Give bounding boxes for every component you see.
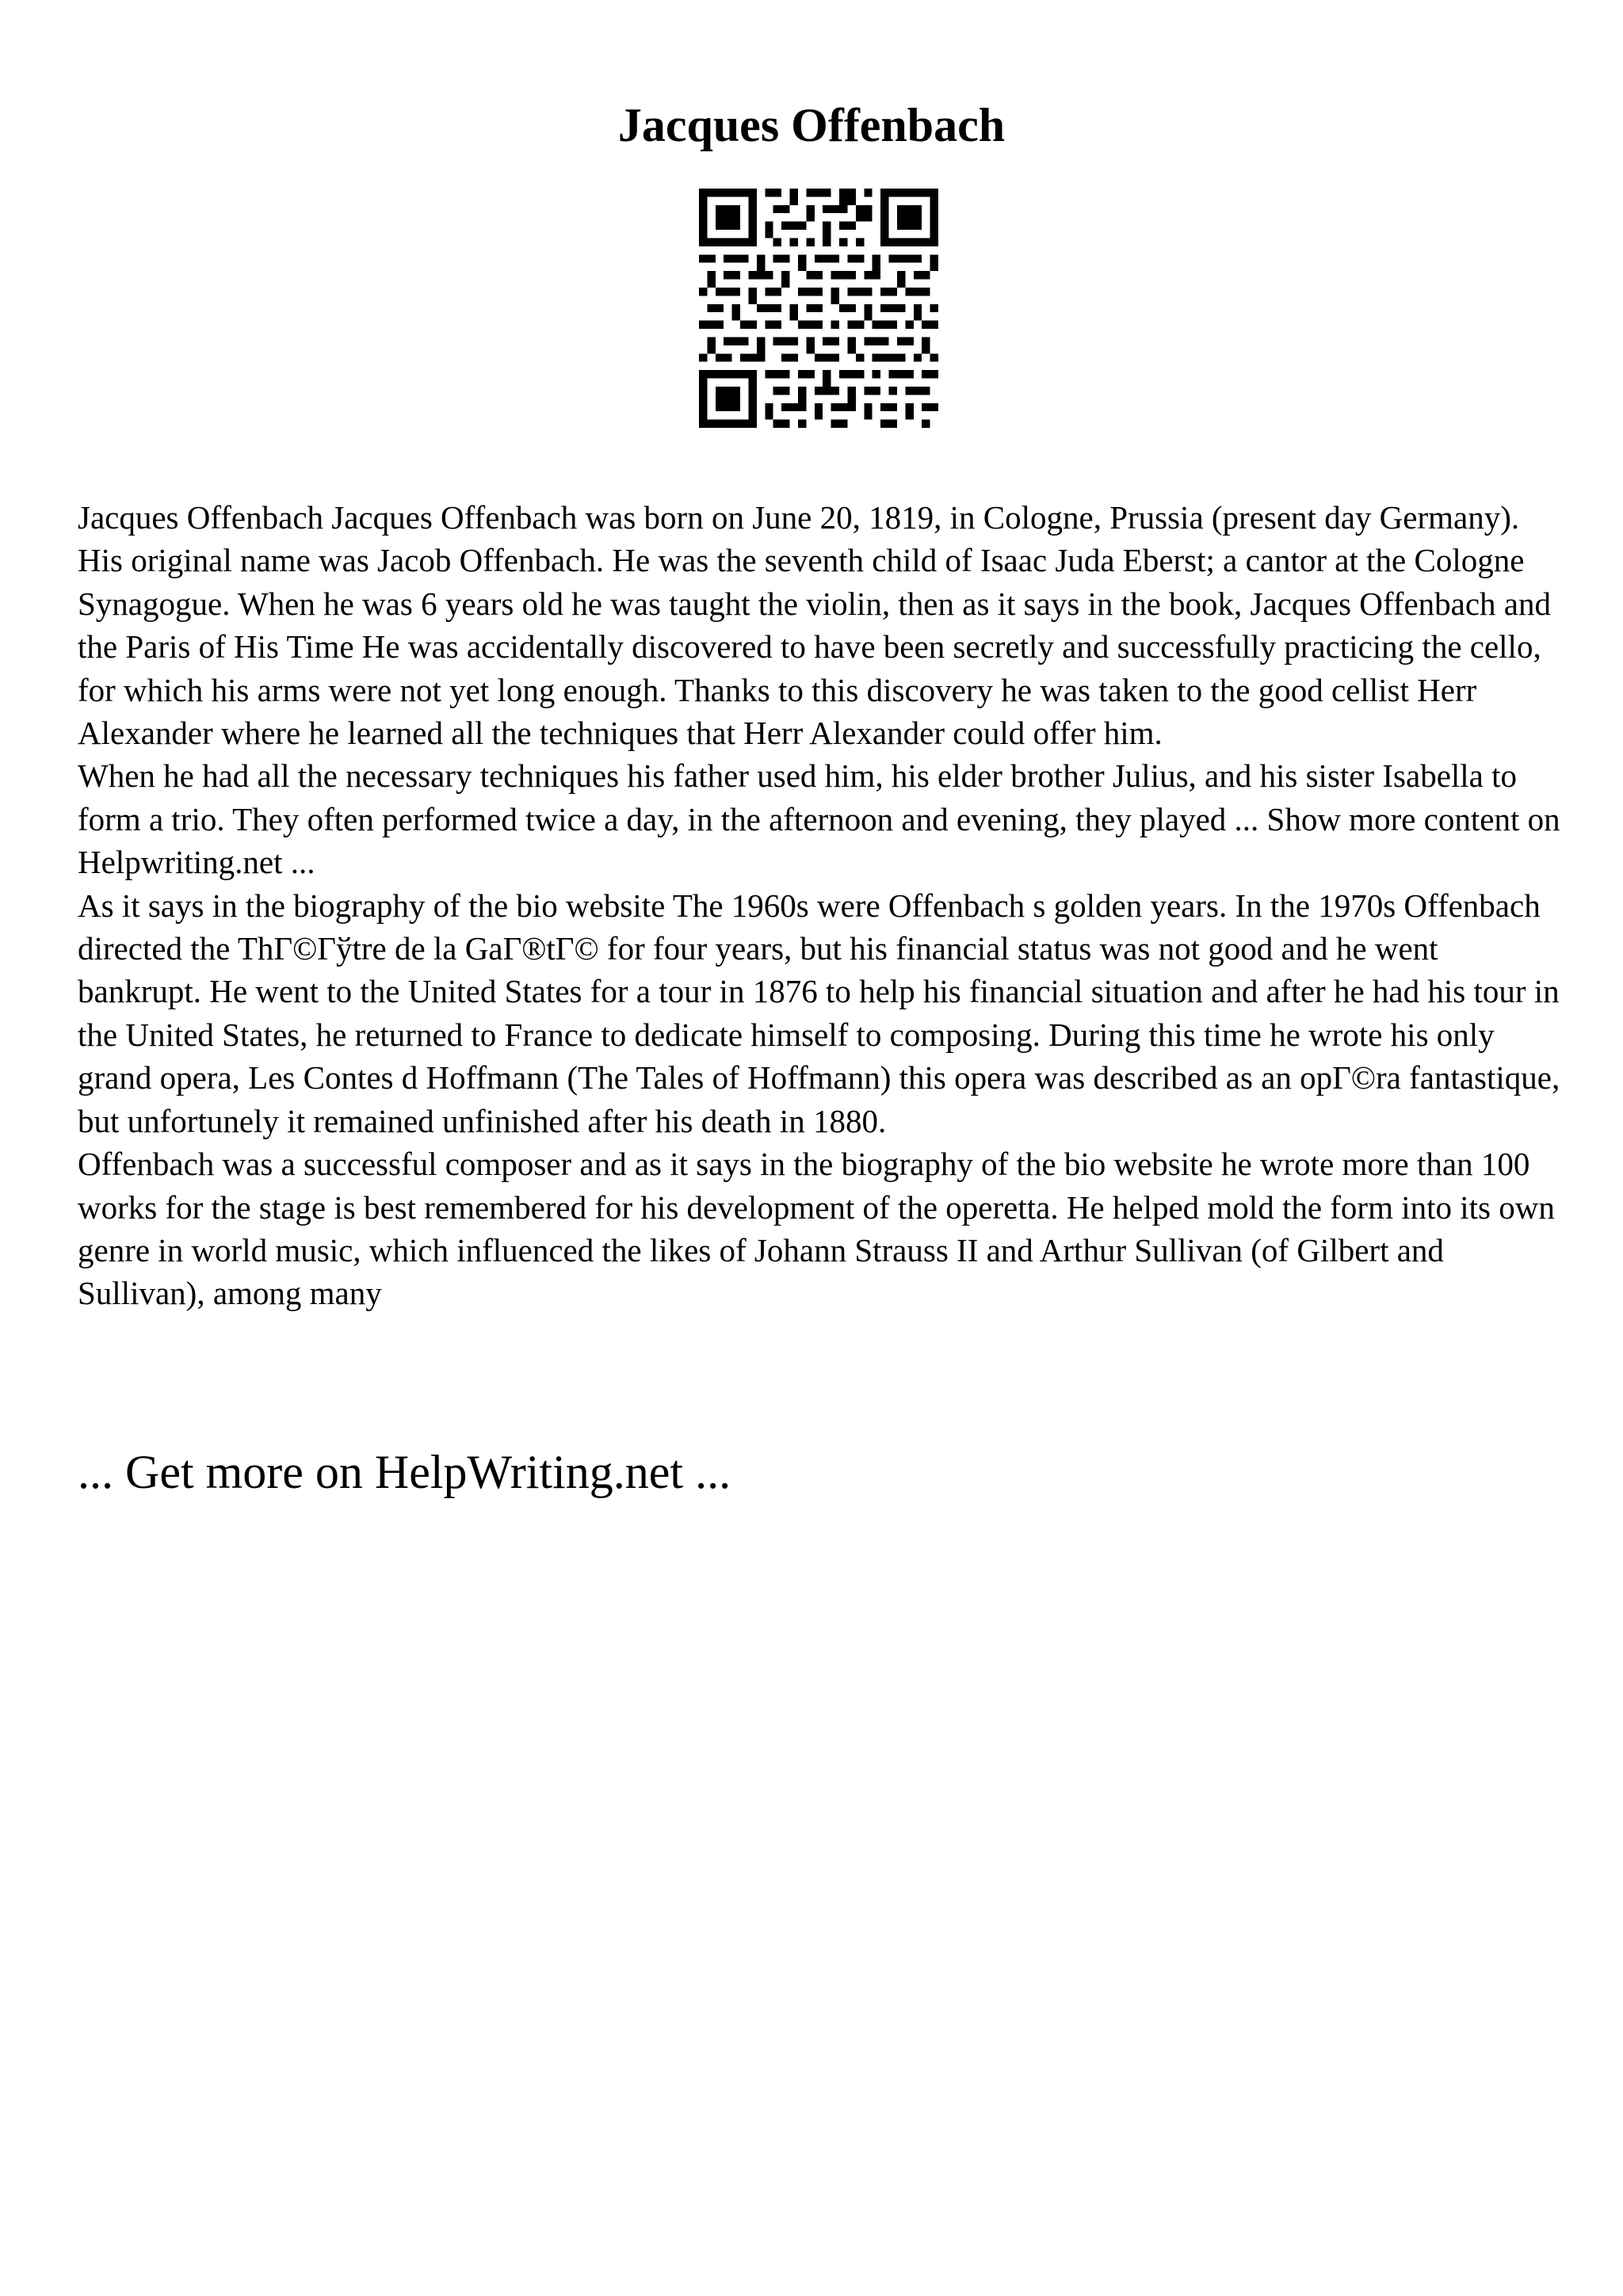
article-body <box>78 496 1568 1315</box>
paragraph: When he had all the necessary techniques his father used him, his elder brother Julius, and his sister Isabella to form a trio. They often performed twice a day, in the afternoon and evening, they played ... Show more content on Helpwriting.net ... <box>78 757 1560 881</box>
page-title: Jacques Offenbach <box>617 99 1006 151</box>
paragraph: Offenbach was a successful composer and as it says in the biography of the bio website he wrote more than 100 works for the stage is best remembered for his development of the operetta. He helped mold the form into its own genre in world music, which influenced the likes of Johann Strauss II and Arthur Sullivan (of Gilbert and Sullivan), among many <box>78 1146 1555 1312</box>
paragraph: Jacques Offenbach Jacques Offenbach was born on June 20, 1819, in Cologne, Prussia (present day Germany). His original name was Jacob Offenbach. He was the seventh child of Isaac Juda Eberst; a cantor at the Cologne Synagogue. When he was 6 years old he was taught the violin, then as it says in the book, Jacques Offenbach and the Paris of His Time He was accidentally discovered to have been secretly and successfully practicing the cello, for which his arms were not yet long enough. Thanks to this discovery he was taken to the good cellist Herr Alexander where he learned all the techniques that Herr Alexander could offer him. <box>78 499 1551 752</box>
paragraph: As it says in the biography of the bio website The 1960s were Offenbach s golden years. In the 1970s Offenbach directed the ThΓ©Γўtre de la GaΓ®tΓ© for four years, but his financial status was not good and he went bankrupt. He went to the United States for a tour in 1876 to help his financial situation and after he had his tour in the United States, he returned to France to dedicate himself to composing. During this time he wrote his only grand opera, Les Contes d Hoffmann (The Tales of Hoffmann) this opera was described as an opΓ©ra fantastique, but unfortunely it remained unfinished after his death in 1880. <box>78 887 1560 1139</box>
get-more-link[interactable]: ... Get more on HelpWriting.net ... <box>78 1446 731 1498</box>
qr-code-icon <box>699 189 938 428</box>
